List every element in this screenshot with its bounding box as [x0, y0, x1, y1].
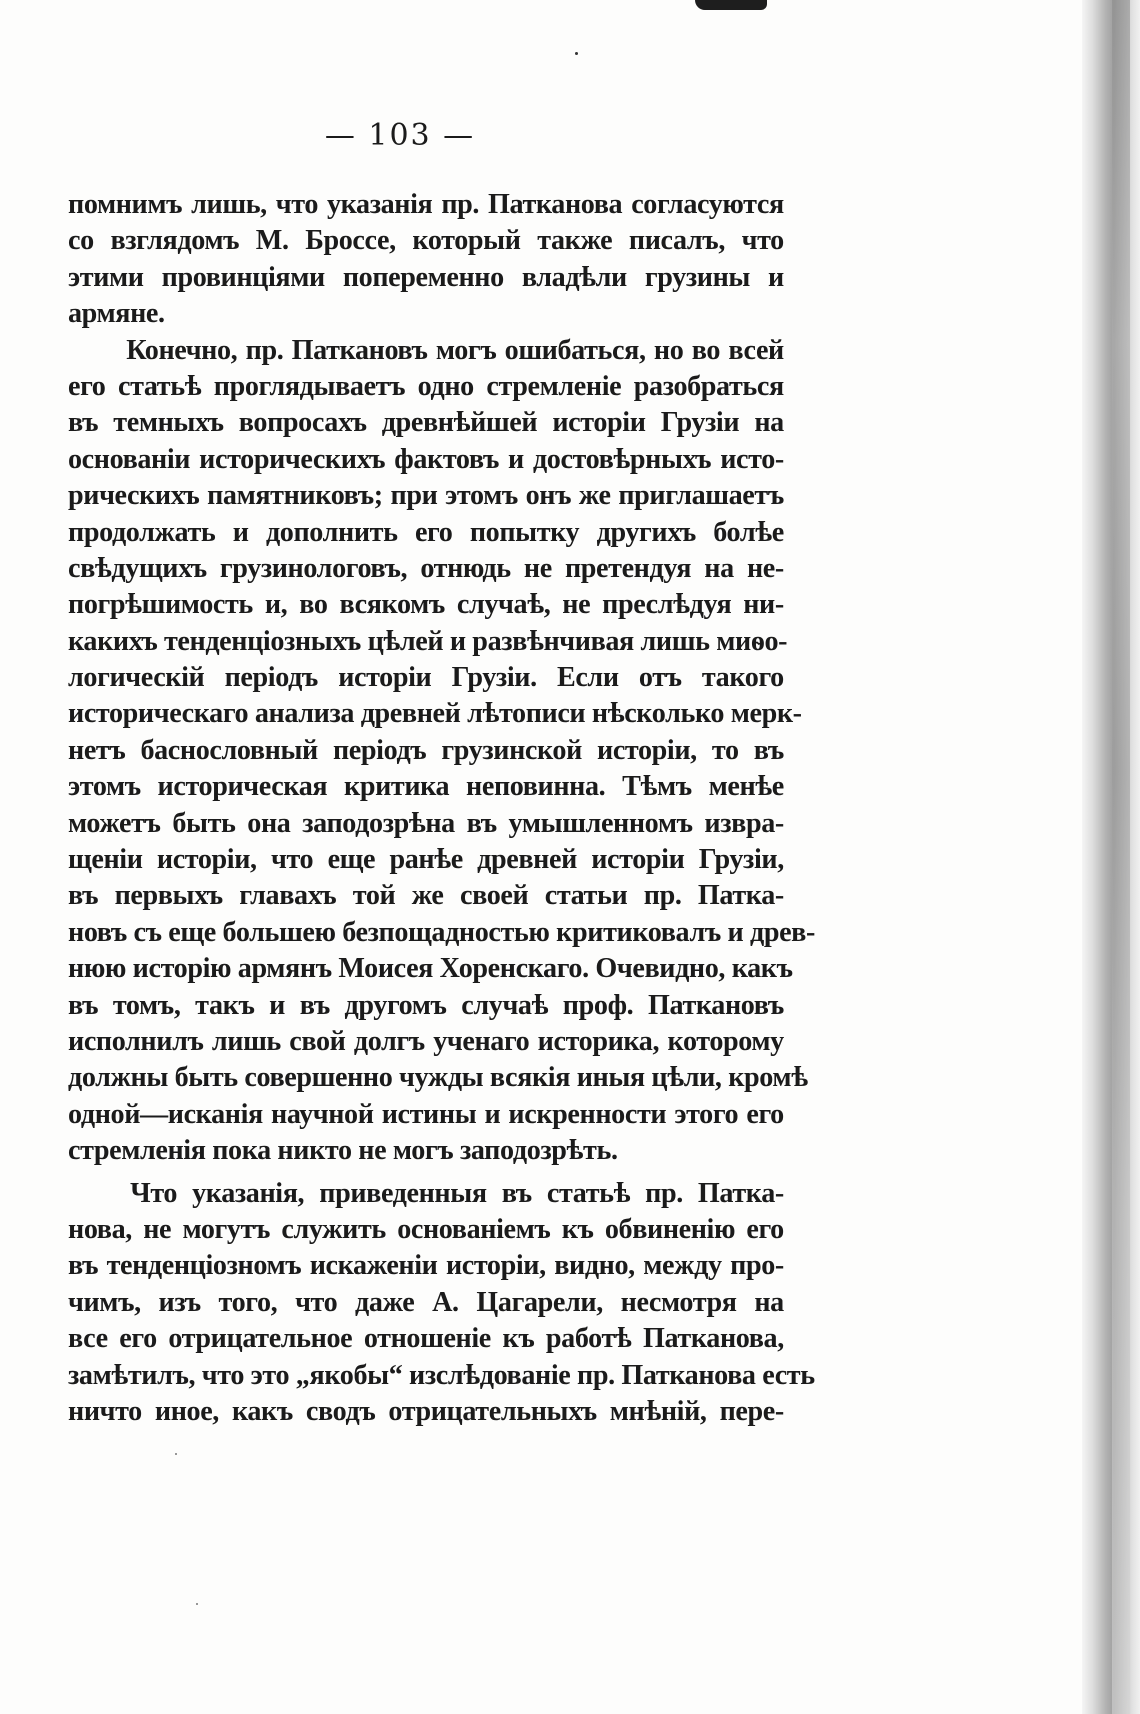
text-line: погрѣшимость и, во всякомъ случаѣ, не преслѣдуя ни-	[68, 588, 784, 621]
page-number: — 103 —	[324, 118, 476, 153]
text-line: можетъ быть она заподозрѣна въ умышленномъ извра-	[68, 806, 784, 839]
text-line: помнимъ лишь, что указанія пр. Патканова согласуются	[68, 188, 784, 220]
text-line: должны быть совершенно чужды всякія иныя цѣли, кромѣ	[68, 1061, 808, 1094]
scan-speck	[196, 1603, 198, 1605]
text-line: этими провинціями попеременно владѣли грузины и	[68, 260, 784, 293]
text-line: нова, не могутъ служить основаніемъ къ обвиненію его	[68, 1212, 784, 1245]
text-line: историческаго анализа древней лѣтописи нѣсколько мерк-	[68, 697, 802, 730]
text-line: новъ съ еще большею безпощадностью критиковалъ и древ-	[68, 915, 815, 948]
text-line: армяне.	[68, 297, 165, 330]
text-line: въ томъ, такъ и въ другомъ случаѣ проф. Паткановъ	[68, 988, 784, 1021]
text-line: основаніи историческихъ фактовъ и достовѣрныхъ исто-	[68, 442, 784, 475]
text-line: логическій періодъ исторіи Грузіи. Если отъ такого	[68, 661, 784, 694]
scan-ink-mark	[695, 0, 767, 10]
scan-speck	[175, 1453, 177, 1455]
text-line: свѣдущихъ грузинологовъ, отнюдь не претендуя на не-	[68, 551, 784, 584]
text-line: стремленія пока никто не могъ заподозрѣть.	[68, 1134, 618, 1167]
text-line: этомъ историческая критика неповинна. Тѣмъ менѣе	[68, 770, 784, 803]
text-line: щеніи исторіи, что еще ранѣе древней исторіи Грузіи,	[68, 843, 784, 876]
text-line: ничто иное, какъ сводъ отрицательныхъ мнѣній, пере-	[68, 1394, 784, 1427]
text-line: въ первыхъ главахъ той же своей статьи пр. Патка-	[68, 879, 784, 912]
page-binding-edge	[1082, 0, 1140, 1714]
text-line: въ тенденціозномъ искаженіи исторіи, видно, между про-	[68, 1249, 784, 1282]
text-line: въ темныхъ вопросахъ древнѣйшей исторіи Грузіи на	[68, 406, 784, 439]
text-line: со взглядомъ М. Броссе, который также писалъ, что	[68, 224, 784, 257]
text-line: рическихъ памятниковъ; при этомъ онъ же приглашаетъ	[68, 479, 784, 512]
text-line: все его отрицательное отношеніе къ работѣ Патканова,	[68, 1322, 784, 1355]
text-line: исполнилъ лишь свой долгъ ученаго историка, которому	[68, 1024, 784, 1057]
scan-speck	[575, 52, 578, 55]
text-line: продолжать и дополнить его попытку другихъ болѣе	[68, 515, 784, 548]
text-line: его статьѣ проглядываетъ одно стремленіе разобраться	[68, 369, 784, 402]
text-line: какихъ тенденціозныхъ цѣлей и развѣнчивая лишь миѳо-	[68, 624, 788, 657]
text-line: Что указанія, приведенныя въ статьѣ пр. Патка-	[130, 1176, 784, 1209]
text-line: замѣтилъ, что это „якобы“ изслѣдованіе пр. Патканова есть	[68, 1358, 815, 1391]
body-text	[68, 186, 815, 1429]
text-line: Конечно, пр. Паткановъ могъ ошибаться, но во всей	[126, 333, 784, 366]
text-line: нетъ баснословный періодъ грузинской исторіи, то въ	[68, 733, 784, 766]
text-line: нюю исторію армянъ Моисея Хоренскаго. Очевидно, какъ	[68, 952, 793, 985]
text-line: чимъ, изъ того, что даже А. Цагарели, несмотря на	[68, 1285, 784, 1318]
text-line: одной—исканія научной истины и искренности этого его	[68, 1097, 784, 1130]
page-binding-shadow	[1112, 0, 1130, 1714]
